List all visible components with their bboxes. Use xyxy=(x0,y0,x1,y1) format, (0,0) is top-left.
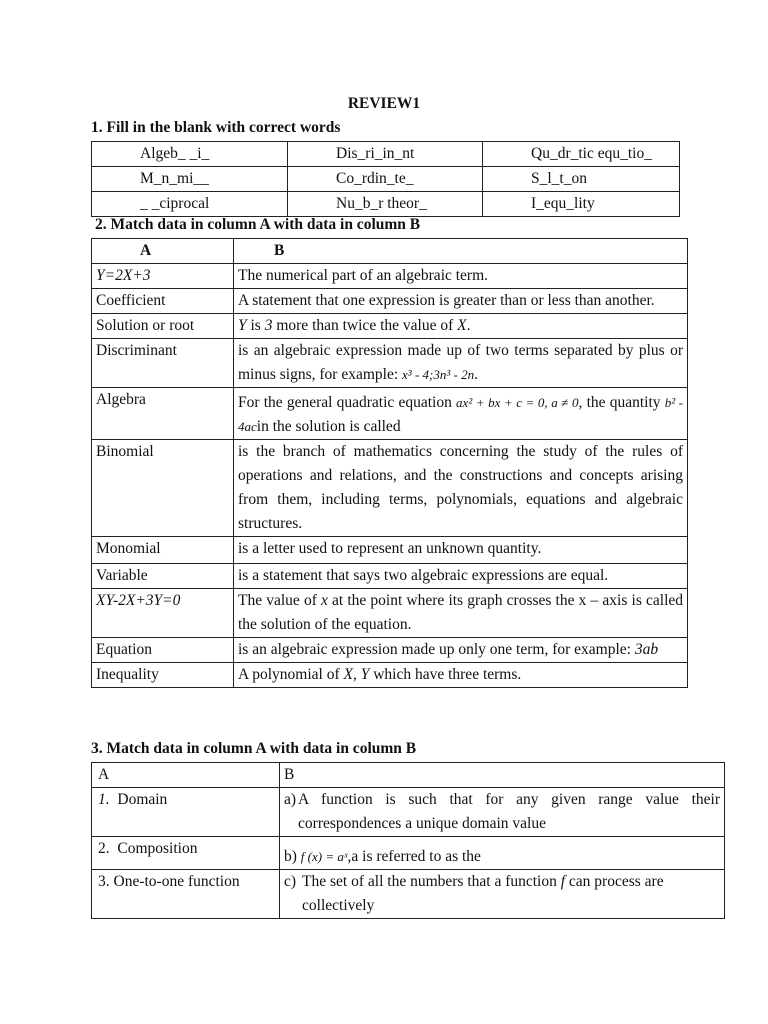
definition-cell xyxy=(234,339,688,388)
blank-word: Algeb_ _i_ xyxy=(92,142,288,167)
table-row xyxy=(92,638,688,663)
table-row xyxy=(92,388,688,440)
term-cell: Algebra xyxy=(92,388,234,440)
definition-text: more than twice the value of xyxy=(272,317,458,334)
definition-text: ,a is referred to as the xyxy=(347,848,481,865)
definition-cell: The numerical part of an algebraic term. xyxy=(234,264,688,289)
definition-text: at the point where its graph crosses the x – axis is called the solution of the equation. xyxy=(238,592,684,633)
definition-cell xyxy=(280,870,725,919)
option-label: a) xyxy=(284,791,297,808)
definition-text: in the solution is called xyxy=(256,418,401,435)
definition-text xyxy=(298,870,720,918)
definition-cell xyxy=(234,388,688,440)
definition-cell: is a letter used to represent an unknown quantity. xyxy=(234,537,688,564)
table-row xyxy=(92,564,688,589)
math-expression: x³ - 4;3n³ - 2n xyxy=(402,367,475,382)
term-cell xyxy=(92,870,280,919)
table-row xyxy=(92,870,725,919)
var-text: X xyxy=(343,666,353,683)
table-row xyxy=(92,289,688,314)
term-cell: XY-2X+3Y=0 xyxy=(92,589,234,638)
table-row xyxy=(92,837,725,870)
definition-text: . xyxy=(466,317,471,334)
column-b-header: B xyxy=(280,763,725,788)
blank-word: Qu_dr_tic equ_tio_ xyxy=(483,142,680,167)
definition-cell xyxy=(234,663,688,688)
var-text: f xyxy=(560,873,566,890)
term-cell: Solution or root xyxy=(92,314,234,339)
term-cell: Binomial xyxy=(92,440,234,537)
table-row xyxy=(92,537,688,564)
column-b-header: B xyxy=(234,239,688,264)
definition-text: is xyxy=(246,317,265,334)
table-row xyxy=(92,339,688,388)
definition-text: A polynomial of xyxy=(238,666,344,683)
definition-text: , xyxy=(352,666,361,683)
match-table-3 xyxy=(91,762,725,919)
section3-heading: 3. Match data in column A with data in column B xyxy=(91,740,417,757)
item-number: 3. xyxy=(98,873,110,890)
term-cell: Monomial xyxy=(92,537,234,564)
table-row xyxy=(92,663,688,688)
option-label: b) xyxy=(284,848,297,865)
definition-cell xyxy=(280,837,725,870)
table-header-row xyxy=(92,763,725,788)
table-row xyxy=(92,440,688,537)
item-number: 2. xyxy=(98,840,110,857)
definition-cell xyxy=(234,638,688,663)
table-header-row xyxy=(92,239,688,264)
definition-cell xyxy=(280,788,725,837)
math-expression: b² - 4ac xyxy=(238,395,683,434)
table-row xyxy=(92,314,688,339)
definition-cell xyxy=(234,589,688,638)
match-table-2 xyxy=(91,238,688,688)
term-text: One-to-one function xyxy=(113,873,240,890)
term-cell: Y=2X+3 xyxy=(92,264,234,289)
blank-word: Co_rdin_te_ xyxy=(288,167,483,192)
term-cell xyxy=(92,788,280,837)
fill-blank-table xyxy=(91,141,680,217)
blank-word: M_n_mi__ xyxy=(92,167,288,192)
table-row xyxy=(92,142,680,167)
term-cell: Coefficient xyxy=(92,289,234,314)
table-row xyxy=(92,788,725,837)
definition-cell: A statement that one expression is greater than or less than another. xyxy=(234,289,688,314)
term-cell: Inequality xyxy=(92,663,234,688)
var-text: x xyxy=(321,592,328,609)
table-row xyxy=(92,167,680,192)
section1-heading: 1. Fill in the blank with correct words xyxy=(91,119,341,136)
term-cell: Discriminant xyxy=(92,339,234,388)
column-a-header: A xyxy=(92,763,280,788)
var-text: 3ab xyxy=(634,641,659,658)
term-cell xyxy=(92,837,280,870)
page-title: REVIEW1 xyxy=(347,95,421,112)
definition-text: For the general quadratic equation xyxy=(238,394,457,411)
blank-word: Dis_ri_in_nt xyxy=(288,142,483,167)
blank-word: I_equ_lity xyxy=(483,192,680,217)
var-text: Y xyxy=(238,317,247,334)
term-text: Composition xyxy=(117,840,198,857)
definition-text: The set of all the numbers that a function xyxy=(302,873,561,890)
definition-cell xyxy=(234,314,688,339)
table-row xyxy=(92,589,688,638)
blank-word: _ _ciprocal xyxy=(92,192,288,217)
table-row xyxy=(92,264,688,289)
definition-text: is an algebraic expression made up only one term, for example: xyxy=(238,641,635,658)
term-text: Domain xyxy=(117,791,168,808)
term-cell: Variable xyxy=(92,564,234,589)
section2-heading: 2. Match data in column A with data in column B xyxy=(95,216,421,233)
definition-text: is an algebraic expression made up of two terms separated by plus or minus signs, for example: xyxy=(238,342,683,383)
var-text: X xyxy=(457,317,467,334)
definition-text: which have three terms. xyxy=(369,666,522,683)
definition-cell: is the branch of mathematics concerning the study of the rules of operations and relations, and the constructions and concepts arising from them, including terms, polynomials, equations and algebraic structures. xyxy=(234,440,688,537)
definition-text: The value of xyxy=(238,592,321,609)
blank-word: Nu_b_r theor_ xyxy=(288,192,483,217)
definition-text: , the quantity xyxy=(578,394,665,411)
item-number: 1. xyxy=(98,791,110,808)
definition-cell: is a statement that says two algebraic expressions are equal. xyxy=(234,564,688,589)
blank-word: S_l_t_on xyxy=(483,167,680,192)
number-text: 3 xyxy=(264,317,273,334)
math-expression: f (x) = aˣ xyxy=(300,849,348,864)
column-a-header: A xyxy=(92,239,234,264)
definition-text: A function is such that for any given range value their correspondences a unique domain value xyxy=(298,791,720,832)
var-text: Y xyxy=(360,666,370,683)
definition-text: . xyxy=(474,366,478,383)
option-label: c) xyxy=(284,873,297,890)
term-cell: Equation xyxy=(92,638,234,663)
math-expression: ax² + bx + c = 0, a ≠ 0 xyxy=(456,395,579,410)
definition-text: can process are collectively xyxy=(302,873,664,914)
